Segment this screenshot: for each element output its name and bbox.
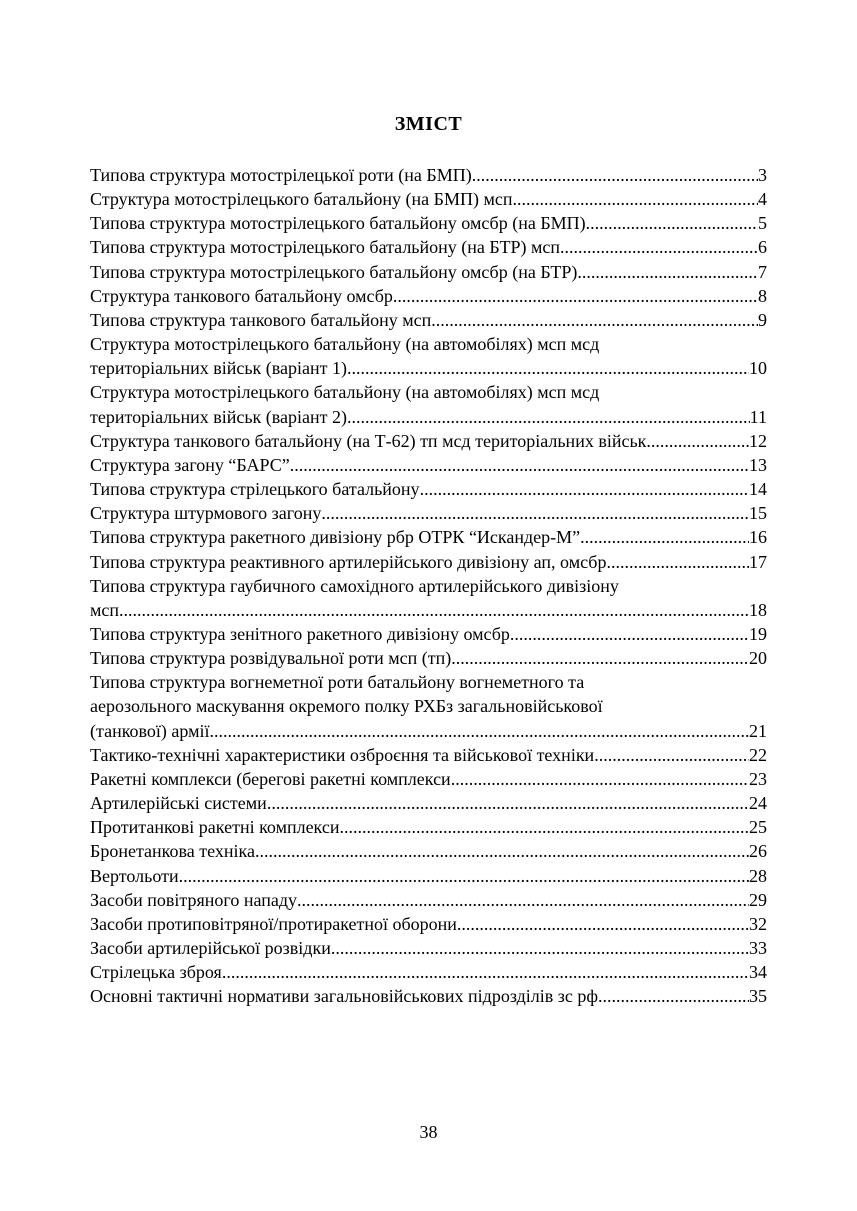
toc-entry-title: Бронетанкова техніка xyxy=(90,841,255,862)
toc-entry-title: Засоби артилерійської розвідки xyxy=(90,938,331,958)
toc-entry-page: 24 xyxy=(749,793,767,814)
toc-entry-page: 22 xyxy=(749,744,767,765)
page-title: ЗМІСТ xyxy=(394,113,463,135)
toc-entry[interactable] xyxy=(90,912,767,936)
toc-entry[interactable] xyxy=(90,670,767,742)
toc-entry-title: Структура танкового батальйону (на Т-62) тп мсд територіальних військ xyxy=(90,430,647,451)
dot-leader xyxy=(222,960,749,984)
toc-entry-page: 14 xyxy=(749,479,767,500)
dot-leader xyxy=(210,719,749,743)
toc-entry[interactable] xyxy=(90,380,767,428)
toc-entry[interactable] xyxy=(90,815,767,839)
toc-entry-page: 32 xyxy=(749,913,767,934)
toc-entry-page: 23 xyxy=(749,768,767,789)
dot-leader xyxy=(510,622,749,646)
toc-entry-page: 8 xyxy=(758,285,767,306)
toc-entry-title: Структура танкового батальйону омсбр xyxy=(90,285,393,306)
toc-entry[interactable] xyxy=(90,888,767,912)
toc-entry-page: 11 xyxy=(749,406,767,427)
toc-entry-title: (танкової) армії xyxy=(90,720,210,741)
dot-leader xyxy=(606,550,749,574)
toc-entry[interactable] xyxy=(90,501,767,525)
toc-entry-page: 33 xyxy=(749,938,767,958)
toc-entry-page: 35 xyxy=(749,986,767,1007)
toc-entry-page: 28 xyxy=(749,865,767,886)
toc-entry-page: 19 xyxy=(749,623,767,644)
dot-leader xyxy=(420,477,749,501)
dot-leader xyxy=(560,235,758,259)
toc-entry[interactable] xyxy=(90,936,767,960)
toc-entry[interactable] xyxy=(90,235,767,259)
toc-entry[interactable] xyxy=(90,839,767,863)
toc-entry-title: Типова структура стрілецького батальйону xyxy=(90,479,420,500)
dot-leader xyxy=(290,453,749,477)
toc-entry-title-line: Структура мотострілецького батальйону (на автомобілях) мсп мсд xyxy=(90,382,600,403)
toc-entry-page: 21 xyxy=(749,720,767,741)
toc-entry[interactable] xyxy=(90,984,767,1008)
toc-entry-title: Основні тактичні нормативи загальновійськових підрозділів зс рф xyxy=(90,986,599,1007)
dot-leader xyxy=(119,598,749,622)
toc-entry[interactable] xyxy=(90,211,767,235)
page-number: 38 xyxy=(419,1122,438,1142)
dot-leader xyxy=(347,405,750,429)
toc-entry-page: 12 xyxy=(749,430,767,451)
toc-entry-title: Типова структура мотострілецького батальйону омсбр (на БТР) xyxy=(90,261,578,282)
toc-entry[interactable] xyxy=(90,767,767,791)
toc-entry-page: 9 xyxy=(758,309,767,330)
dot-leader xyxy=(347,356,749,380)
toc-entry-page: 34 xyxy=(749,962,767,983)
toc-entry-page: 5 xyxy=(758,213,767,234)
toc-entry-title: Тактико-технічні характеристики озброєння та військової техніки xyxy=(90,744,595,765)
toc-entry[interactable] xyxy=(90,743,767,767)
toc-entry-title: Засоби протиповітряної/протиракетної оборони xyxy=(90,913,457,934)
toc-entry-title: Артилерійські системи xyxy=(90,793,267,814)
dot-leader xyxy=(267,791,749,815)
toc-entry-title: Типова структура мотострілецького батальйону (на БТР) мсп xyxy=(90,237,561,258)
toc-entry-page: 4 xyxy=(758,189,767,210)
dot-leader xyxy=(179,864,749,888)
dot-leader xyxy=(297,888,749,912)
toc-entry-page: 18 xyxy=(749,599,767,620)
toc-entry-title: Типова структура реактивного артилерійського дивізіону ап, омсбр xyxy=(90,551,607,572)
toc-entry-title: Типова структура мотострілецького батальйону омсбр (на БМП) xyxy=(90,213,586,234)
toc-entry-title: територіальних військ (варіант 1) xyxy=(90,358,348,379)
dot-leader xyxy=(255,839,749,863)
dot-leader xyxy=(646,429,749,453)
dot-leader xyxy=(472,163,758,187)
toc-entry-title: територіальних військ (варіант 2) xyxy=(90,406,348,427)
toc-entry[interactable] xyxy=(90,332,767,380)
toc-entry-title: Засоби повітряного нападу xyxy=(90,889,298,910)
dot-leader xyxy=(451,767,749,791)
toc-entry-title: Вертольоти xyxy=(90,865,179,886)
toc-entry[interactable] xyxy=(90,453,767,477)
toc-entry[interactable] xyxy=(90,284,767,308)
toc-entry[interactable] xyxy=(90,525,767,549)
toc-entry-title: Структура штурмового загону xyxy=(90,503,322,524)
toc-entry[interactable] xyxy=(90,187,767,211)
toc-entry-page: 20 xyxy=(749,648,767,669)
toc-entry-page: 10 xyxy=(749,358,767,379)
toc-entry-page: 15 xyxy=(749,503,767,524)
dot-leader xyxy=(512,187,758,211)
dot-leader xyxy=(598,984,749,1008)
toc-entry-page: 16 xyxy=(749,527,767,548)
dot-leader xyxy=(577,260,758,284)
toc-entry-title-line: Типова структура вогнеметної роти батальйону вогнеметного та xyxy=(90,672,585,693)
toc-entry-title: Протитанкові ракетні комплекси xyxy=(90,817,340,838)
toc-entry-page: 17 xyxy=(749,551,767,572)
toc-entry[interactable] xyxy=(90,308,767,332)
toc-entry-title: Типова структура зенітного ракетного дивізіону омсбр xyxy=(90,623,510,644)
dot-leader xyxy=(436,308,758,332)
dot-leader xyxy=(331,936,749,960)
toc-entry-title: Типова структура танкового батальйону мсп. xyxy=(90,309,436,330)
dot-leader xyxy=(594,743,749,767)
toc-entry[interactable] xyxy=(90,960,767,984)
dot-leader xyxy=(339,815,749,839)
toc-entry-page: 6 xyxy=(758,237,767,258)
toc-entry-title: мсп xyxy=(90,599,120,620)
toc-entry-title-line: аерозольного маскування окремого полку РХБз загальновійськової xyxy=(90,696,603,717)
toc-entry[interactable] xyxy=(90,864,767,888)
toc-entry-title-line: Структура мотострілецького батальйону (на автомобілях) мсп мсд xyxy=(90,334,600,355)
toc-entry[interactable] xyxy=(90,550,767,574)
toc-entry[interactable] xyxy=(90,260,767,284)
toc-entry-page: 29 xyxy=(749,889,767,910)
toc-entry-title: Типова структура розвідувальної роти мсп (тп) xyxy=(90,648,452,669)
toc-entry-title: Типова структура ракетного дивізіону рбр ОТРК “Искандер-М” xyxy=(90,527,581,548)
toc-entry[interactable] xyxy=(90,574,767,622)
toc-entry[interactable] xyxy=(90,622,767,646)
dot-leader xyxy=(393,284,758,308)
dot-leader xyxy=(451,646,749,670)
toc-entry[interactable] xyxy=(90,477,767,501)
dot-leader xyxy=(580,525,749,549)
toc-entry-title: Структура загону “БАРС” xyxy=(90,454,290,475)
toc-entry[interactable] xyxy=(90,791,767,815)
dot-leader xyxy=(457,912,749,936)
toc-entry[interactable] xyxy=(90,646,767,670)
toc-entry-title: Ракетні комплекси (берегові ракетні комплекси xyxy=(90,768,451,789)
table-of-contents xyxy=(90,163,767,1008)
toc-entry-title: Стрілецька зброя xyxy=(90,962,222,983)
toc-entry-page: 3 xyxy=(758,165,767,185)
toc-entry-page: 26 xyxy=(749,841,767,862)
toc-entry-title: Структура мотострілецького батальйону (на БМП) мсп xyxy=(90,189,513,210)
toc-entry-page: 7 xyxy=(758,261,767,282)
dot-leader xyxy=(586,211,758,235)
toc-entry-page: 13 xyxy=(749,454,767,475)
toc-entry-title: Типова структура мотострілецької роти (на БМП) xyxy=(90,165,472,185)
toc-entry-title-line: Типова структура гаубичного самохідного артилерійського дивізіону xyxy=(90,575,619,596)
dot-leader xyxy=(321,501,749,525)
toc-entry[interactable] xyxy=(90,429,767,453)
toc-entry-page: 25 xyxy=(749,817,767,838)
toc-entry[interactable] xyxy=(90,163,767,187)
